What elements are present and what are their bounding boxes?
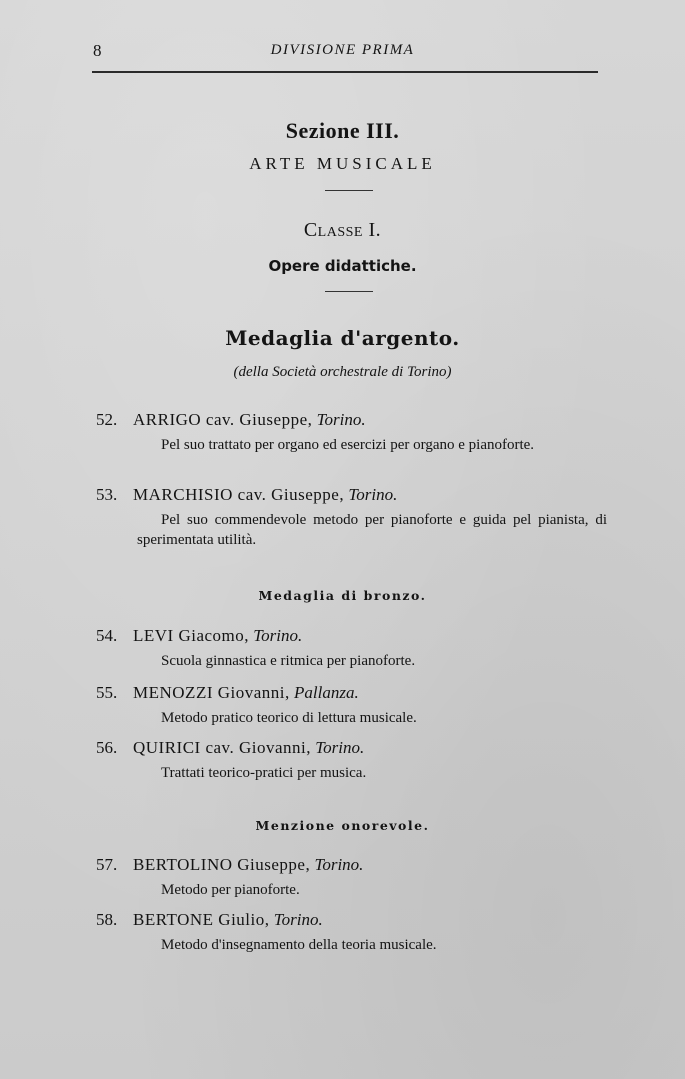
- entry-number: 54.: [96, 626, 118, 645]
- section-divider: [325, 190, 373, 191]
- entry-name: QUIRICI cav. Giovanni,: [133, 738, 311, 757]
- award-heading-honorable-mention: Menzione onorevole.: [255, 818, 430, 833]
- entry-number: 56.: [96, 738, 118, 757]
- entry-place: Torino.: [253, 626, 303, 645]
- entry-line: [96, 485, 397, 505]
- entry-description: Pel suo trattato per organo ed esercizi per organo e pianoforte.: [161, 437, 535, 453]
- award-heading-silver: Medaglia d'argento.: [225, 326, 460, 350]
- entry-description: Scuola ginnastica e ritmica per pianoforte.: [161, 653, 416, 669]
- entry-name: MARCHISIO cav. Giuseppe,: [133, 485, 345, 504]
- section-subtitle: ARTE MUSICALE: [249, 154, 436, 173]
- entry-number: 55.: [96, 683, 118, 702]
- entry-line: [96, 910, 323, 930]
- section-title: Sezione III.: [285, 118, 400, 143]
- entry-place: Torino.: [314, 855, 364, 874]
- class-divider: [325, 291, 373, 292]
- entry-line: [96, 855, 363, 875]
- entry-description: Metodo pratico teorico di lettura musicale.: [161, 710, 417, 726]
- entry-line: [96, 683, 359, 703]
- entry-line: [96, 410, 366, 430]
- entry-line: [96, 626, 302, 646]
- running-title: DIVISIONE PRIMA: [270, 42, 415, 58]
- entry-name: BERTONE Giulio,: [133, 910, 270, 929]
- entry-place: Torino.: [273, 910, 323, 929]
- entry-name: BERTOLINO Giuseppe,: [133, 855, 311, 874]
- award-note: (della Società orchestrale di Torino): [233, 364, 452, 380]
- entry-place: Pallanza.: [294, 683, 359, 702]
- entry-description: Pel suo commendevole metodo per pianoforte e guida pel pianista, di sperimentata utilità.: [137, 512, 607, 548]
- entry-name: MENOZZI Giovanni,: [133, 683, 290, 702]
- award-heading-bronze: Medaglia di bronzo.: [258, 588, 427, 603]
- entry-place: Torino.: [315, 738, 365, 757]
- running-head: [0, 41, 685, 65]
- entry-number: 57.: [96, 855, 118, 874]
- entry-description: Trattati teorico-pratici per musica.: [161, 765, 367, 781]
- entry-number: 58.: [96, 910, 118, 929]
- entry-place: Torino.: [348, 485, 398, 504]
- entry-description: Metodo per pianoforte.: [161, 882, 300, 898]
- entry-description: Metodo d'insegnamento della teoria musicale.: [161, 937, 437, 953]
- page-number: 8: [93, 41, 102, 60]
- entry-name: ARRIGO cav. Giuseppe,: [133, 410, 313, 429]
- header-rule: [92, 71, 598, 73]
- entry-line: [96, 738, 364, 758]
- class-title: Classe I.: [303, 219, 382, 241]
- entry-name: LEVI Giacomo,: [133, 626, 250, 645]
- entry-number: 53.: [96, 485, 118, 504]
- entry-number: 52.: [96, 410, 118, 429]
- entry-place: Torino.: [316, 410, 366, 429]
- class-subtitle: Opere didattiche.: [268, 257, 417, 275]
